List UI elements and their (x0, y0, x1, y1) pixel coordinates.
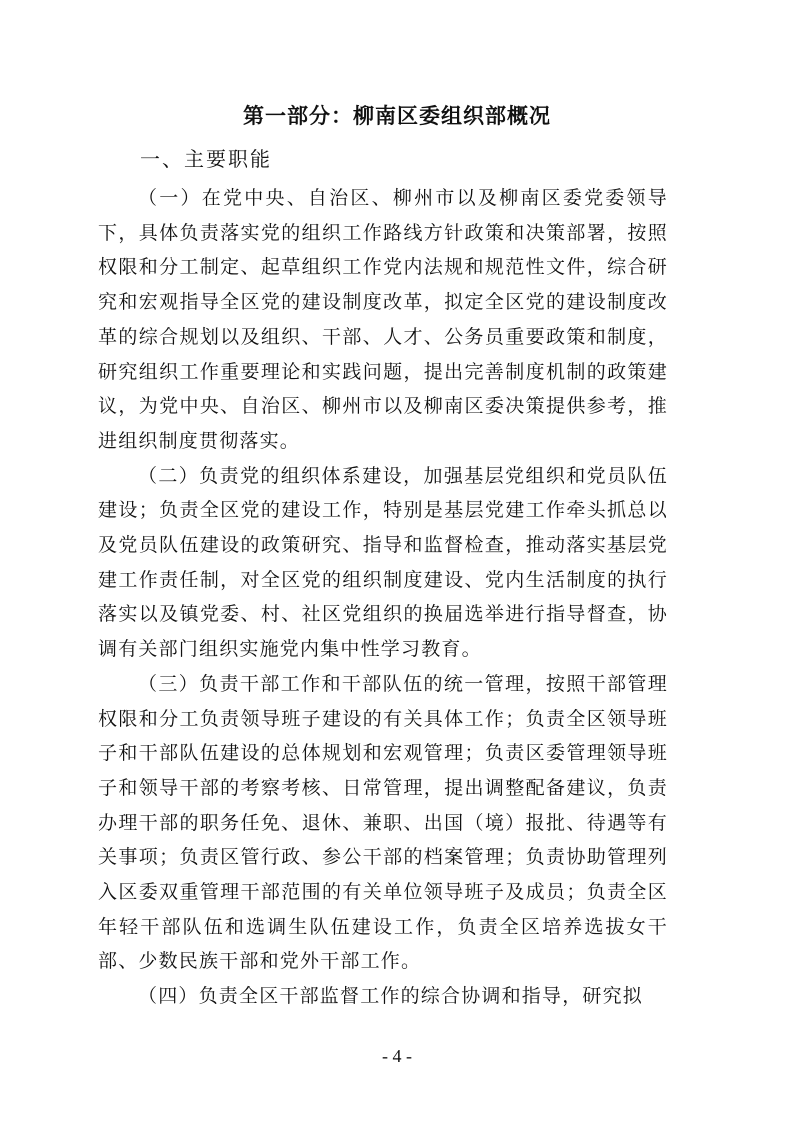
section-heading: 一、主要职能 (140, 147, 272, 171)
body-text (98, 181, 668, 1014)
paragraph-1: （一）在党中央、自治区、柳州市以及柳南区委党委领导下，具体负责落实党的组织工作路线方针政策和决策部署，按照权限和分工制定、起草组织工作党内法规和规范性文件，综合研究和宏观指导全区党的建设制度改革，拟定全区党的建设制度改革的综合规划以及组织、干部、人才、公务员重要政策和制度，研究组织工作重要理论和实践问题，提出完善制度机制的政策建议，为党中央、自治区、柳州市以及柳南区委决策提供参考，推进组织制度贯彻落实。 (98, 187, 668, 452)
page-title: 第一部分：柳南区委组织部概况 (243, 104, 551, 128)
page-number: - 4 - (382, 1046, 412, 1066)
paragraph-3: （三）负责干部工作和干部队伍的统一管理，按照干部管理权限和分工负责领导班子建设的有关具体工作；负责全区领导班子和干部队伍建设的总体规划和宏观管理；负责区委管理领导班子和领导干部的考察考核、日常管理，提出调整配备建议，负责办理干部的职务任免、退休、兼职、出国（境）报批、待遇等有关事项；负责区管行政、参公干部的档案管理；负责协助管理列入区委双重管理干部范围的有关单位领导班子及成员；负责全区年轻干部队伍和选调生队伍建设工作，负责全区培养选拔女干部、少数民族干部和党外干部工作。 (98, 672, 668, 973)
paragraph-2: （二）负责党的组织体系建设，加强基层党组织和党员队伍建设；负责全区党的建设工作，特别是基层党建工作牵头抓总以及党员队伍建设的政策研究、指导和监督检查，推动落实基层党建工作责任制，对全区党的组织制度建设、党内生活制度的执行落实以及镇党委、村、社区党组织的换届选举进行指导督查，协调有关部门组织实施党内集中性学习教育。 (98, 464, 668, 661)
paragraph-4: （四）负责全区干部监督工作的综合协调和指导，研究拟 (138, 985, 644, 1008)
